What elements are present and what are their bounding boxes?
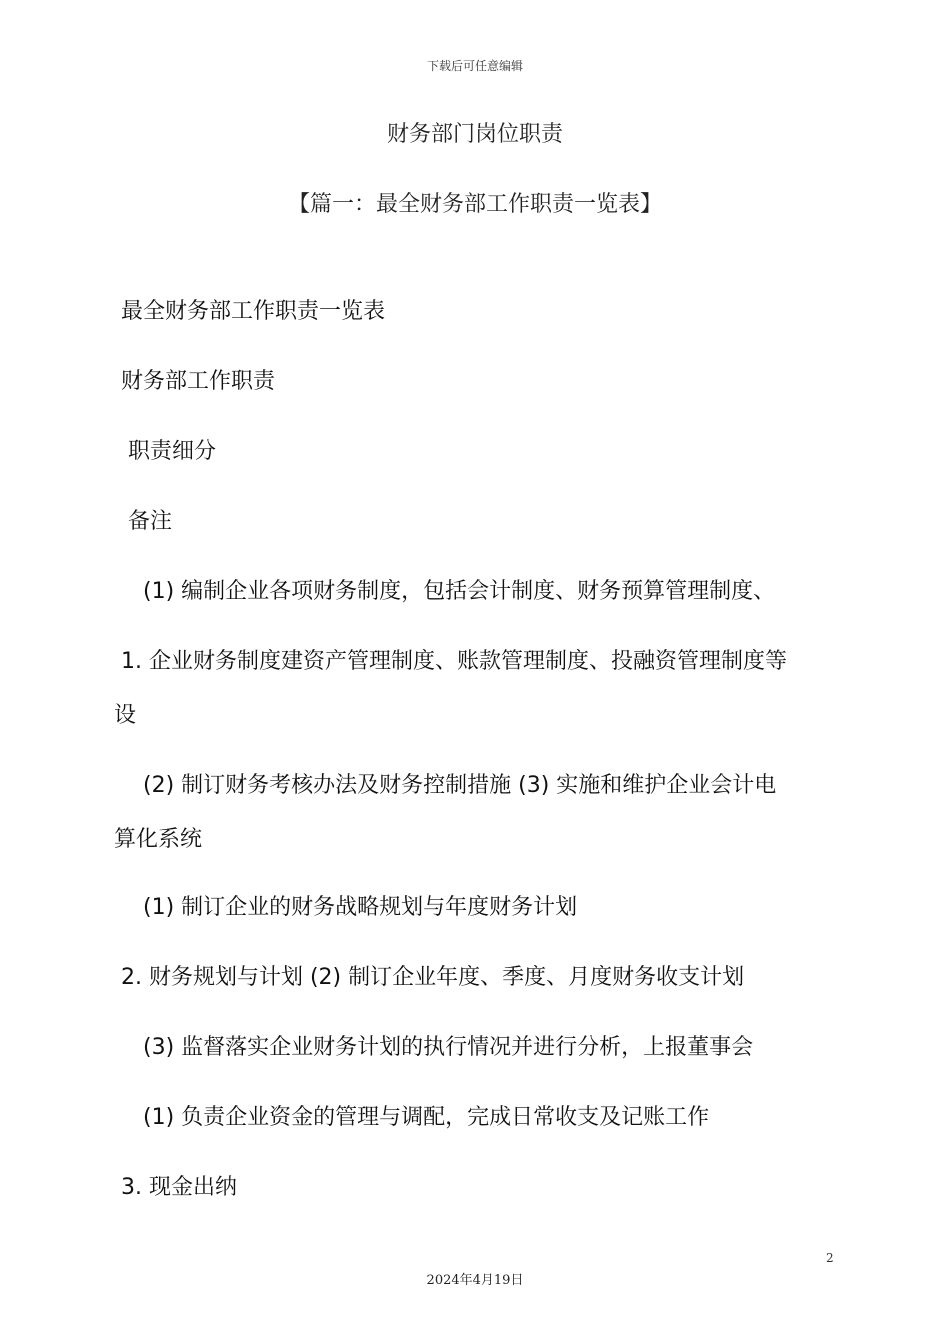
text-line: 职责细分 [128,439,217,464]
text-line: (2) 制订财务考核办法及财务控制措施 (3) 实施和维护企业会计电 [143,773,777,798]
text-line: 1. 企业财务制度建资产管理制度、账款管理制度、投融资管理制度等 [121,649,787,674]
text-line: (1) 制订企业的财务战略规划与年度财务计划 [143,895,578,920]
text-line: 设 [114,703,137,728]
text-line: 最全财务部工作职责一览表 [121,299,386,324]
text-line: 财务部工作职责 [121,369,276,394]
text-line: 备注 [128,509,173,534]
footer-date: 2024年4月19日 [426,1273,524,1288]
page-header-note: 下载后可任意编辑 [426,59,523,73]
text-line: 3. 现金出纳 [121,1175,237,1200]
text-line: (1) 负责企业资金的管理与调配，完成日常收支及记账工作 [143,1105,710,1130]
document-subtitle: 【篇一：最全财务部工作职责一览表】 [287,192,662,217]
text-line: 2. 财务规划与计划 (2) 制订企业年度、季度、月度财务收支计划 [121,965,745,990]
document-title: 财务部门岗位职责 [386,122,563,147]
text-line: 算化系统 [114,827,203,852]
text-line: (3) 监督落实企业财务计划的执行情况并进行分析，上报董事会 [143,1035,754,1060]
page-number: 2 [826,1251,834,1265]
text-line: (1) 编制企业各项财务制度，包括会计制度、财务预算管理制度、 [143,579,776,604]
